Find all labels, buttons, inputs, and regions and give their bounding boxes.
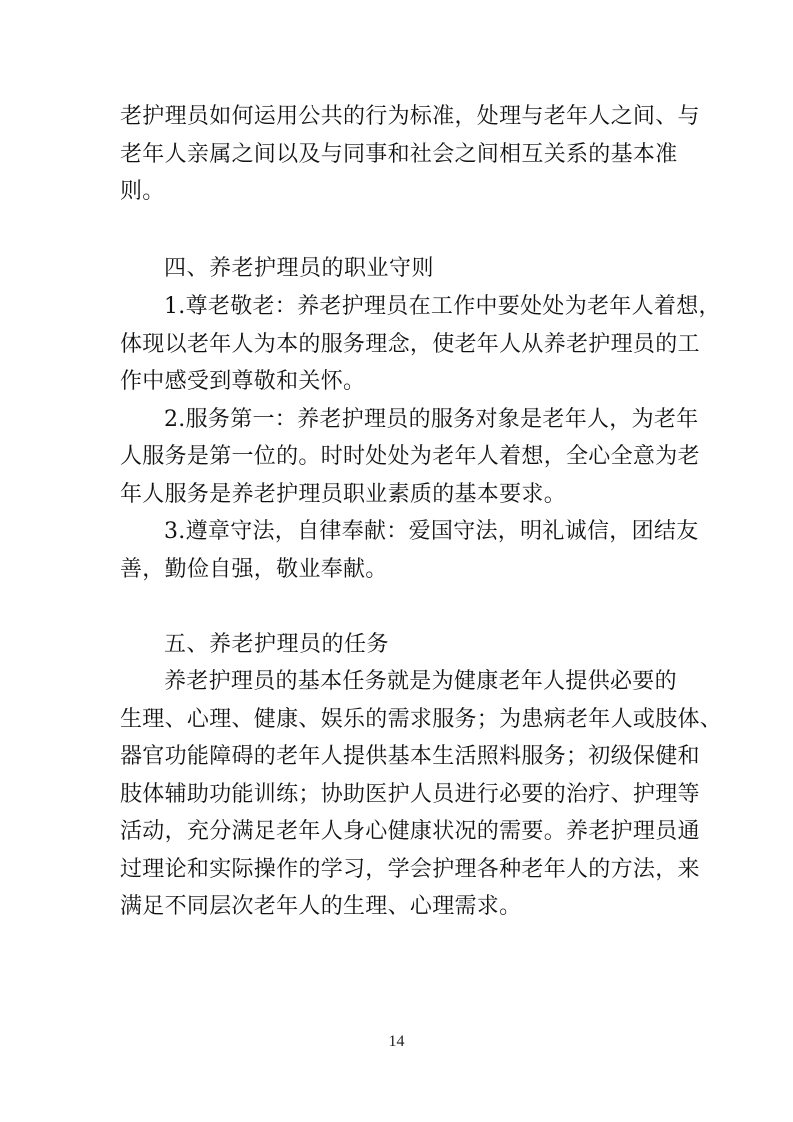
section-5-paragraph-line-2: 生理、心理、健康、娱乐的需求服务；为患病老年人或肢体、 xyxy=(120,707,723,732)
section-5-paragraph-line-7: 满足不同层次老年人的生理、心理需求。 xyxy=(120,894,522,919)
section-4-item-1-line-3: 作中感受到尊敬和关怀。 xyxy=(120,369,366,394)
continuation-line-2: 老年人亲属之间以及与同事和社会之间相互关系的基本准 xyxy=(120,142,678,167)
section-4-item-1-line-1: 1.尊老敬老：养老护理员在工作中要处处为老年人着想， xyxy=(164,294,721,319)
section-4-item-1-line-2: 体现以老年人为本的服务理念，使老年人从养老护理员的工 xyxy=(120,332,700,357)
section-4-item-3-line-2: 善，勤俭自强，敬业奉献。 xyxy=(120,557,388,582)
section-5-heading: 五、养老护理员的任务 xyxy=(164,632,390,657)
section-5-paragraph-line-5: 活动，充分满足老年人身心健康状况的需要。养老护理员通 xyxy=(120,819,700,844)
page-number: 14 xyxy=(388,1033,405,1050)
section-4-item-2-line-2: 人服务是第一位的。时时处处为老年人着想，全心全意为老 xyxy=(120,444,700,469)
section-5-paragraph-line-6: 过理论和实际操作的学习，学会护理各种老年人的方法，来 xyxy=(120,857,700,882)
section-5-paragraph-line-4: 肢体辅助功能训练；协助医护人员进行必要的治疗、护理等 xyxy=(120,782,700,807)
section-4-item-2-line-3: 年人服务是养老护理员职业素质的基本要求。 xyxy=(120,482,567,507)
section-5-paragraph-line-3: 器官功能障碍的老年人提供基本生活照料服务；初级保健和 xyxy=(120,744,700,769)
continuation-line-1: 老护理员如何运用公共的行为标准，处理与老年人之间、与 xyxy=(120,104,700,129)
section-4-item-2-line-1: 2.服务第一：养老护理员的服务对象是老年人，为老年 xyxy=(164,407,699,432)
section-4-item-3-line-1: 3.遵章守法，自律奉献：爱国守法，明礼诚信，团结友 xyxy=(164,519,699,544)
section-4-heading: 四、养老护理员的职业守则 xyxy=(164,256,435,281)
section-5-paragraph-line-1: 养老护理员的基本任务就是为健康老年人提供必要的 xyxy=(164,669,677,694)
continuation-line-3: 则。 xyxy=(120,179,165,204)
